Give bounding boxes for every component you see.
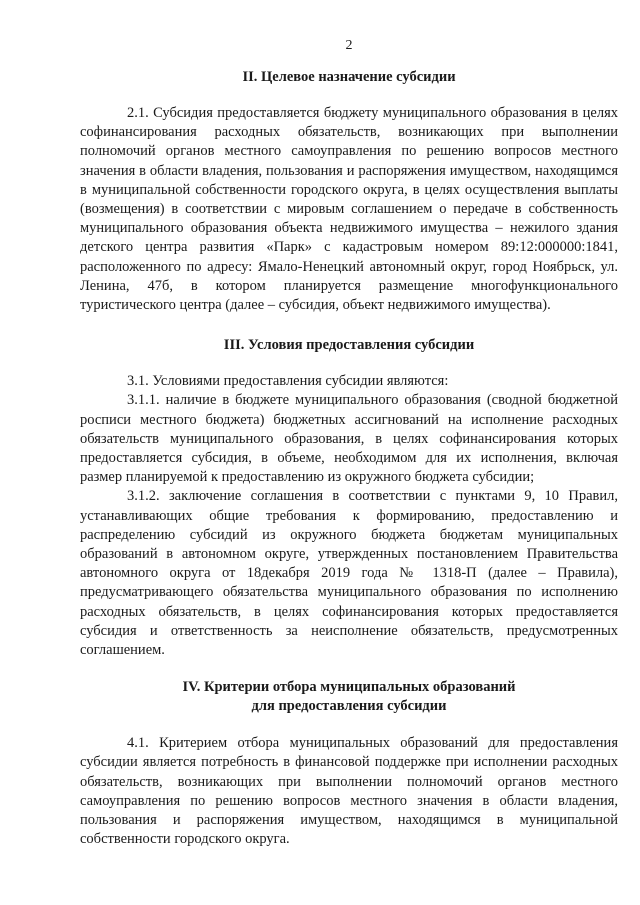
section-3-title: III. Условия предоставления субсидии bbox=[223, 337, 475, 354]
section-4-title bbox=[80, 678, 618, 716]
section-4-title-line2: для предоставления субсидии bbox=[251, 698, 447, 715]
section-4-title-line1: IV. Критерии отбора муниципальных образований bbox=[182, 679, 516, 696]
section-2-title: II. Целевое назначение субсидии bbox=[242, 69, 456, 85]
paragraph-4-1: 4.1. Критерием отбора муниципальных образований для предоставления субсидии является потребность в финансовой поддержке при исполнении расходных обязательств, возникающих при выполнении полномочий органов местного самоуправления по решению вопросов местного значения в области владения, пользования и распоряжения имуществом, находящимся в муниципальной собственности городского округа. bbox=[80, 735, 618, 848]
paragraph-2-1: 2.1. Субсидия предоставляется бюджету муниципального образования в целях софинансирования расходных обязательств, возникающих при выполнении полномочий органов местного самоуправления по решению вопросов местного значения в области владения, пользования и распоряжения имуществом, находящимся в муниципальной собственности городского округа, в целях осуществления выплаты (возмещения) в соответствии с мировым соглашением о передаче в собственность муниципального образования объекта недвижимого имущества – нежилого здания детского центра развития «Парк» с кадастровым номером 89:12:000000:1841, расположенного по адресу: Ямало-Ненецкий автономный округ, город Ноябрьск, ул. Ленина, 47б, в котором планируется размещение многофункционального туристического центра (далее – субсидия, объект недвижимого имущества). bbox=[80, 105, 618, 314]
paragraph-3-1-2: 3.1.2. заключение соглашения в соответствии с пунктами 9, 10 Правил, устанавливающих общие требования к формированию, предоставлению и распределению субсидий из окружного бюджета бюджетам муниципальных образований в автономном округе, утвержденных постановлением Правительства автономного округа от 18декабря 2019 года № 1318-П (далее – Правила), предусматривающего обязательства муниципального образования по исполнению расходных обязательств, в целях софинансирования которых предоставляется субсидия и ответственность за неисполнение обязательств, предусмотренных соглашением. bbox=[80, 488, 618, 659]
page-number: 2 bbox=[345, 38, 353, 53]
paragraph-3-1-1: 3.1.1. наличие в бюджете муниципального образования (сводной бюджетной росписи местного бюджета) бюджетных ассигнований на исполнение расходных обязательств муниципального образования, в целях софинансирования которых предоставляется субсидия, в объеме, необходимом для их исполнения, включая размер планируемой к предоставлению из окружного бюджета субсидии; bbox=[80, 392, 618, 486]
paragraph-3-1: 3.1. Условиями предоставления субсидии являются: bbox=[127, 373, 449, 390]
